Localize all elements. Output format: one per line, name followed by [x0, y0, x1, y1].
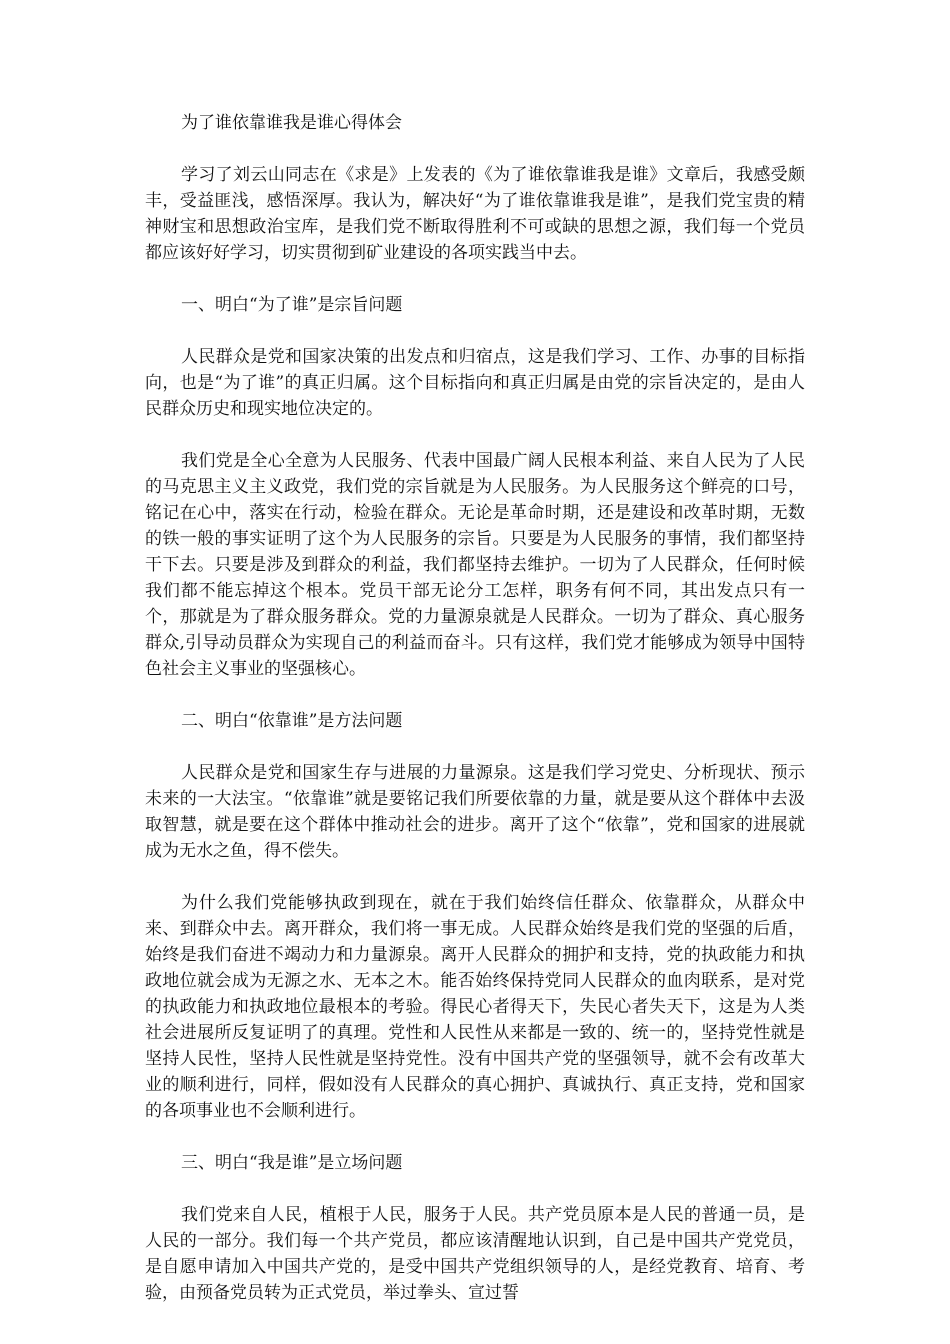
- section-3-heading: 三、明白“我是谁”是立场问题: [181, 1153, 403, 1173]
- document-title: 为了谁依靠谁我是谁心得体会: [181, 113, 402, 133]
- document-page: [145, 110, 805, 1332]
- section-1-paragraph-2: 我们党是全心全意为人民服务、代表中国最广阔人民根本利益、来自人民为了人民的马克思主义主义政党，我们党的宗旨就是为人民服务。为人民服务这个鲜亮的口号，铭记在心中，落实在行动，检验在群众。无论是革命时期，还是建设和改革时期，无数的铁一般的事实证明了这个为人民服务的宗旨。只要是为人民服务的事情，我们都坚持干下去。只要是涉及到群众的利益，我们都坚持去维护。一切为了人民群众，任何时候我们都不能忘掉这个根本。党员干部无论分工怎样，职务有何不同，其出发点只有一个，那就是为了群众服务群众。党的力量源泉就是人民群众。一切为了群众、真心服务群众,引导动员群众为实现自己的利益而奋斗。只有这样，我们党才能够成为领导中国特色社会主义事业的坚强核心。: [145, 451, 805, 679]
- section-3-paragraph-1: 我们党来自人民，植根于人民，服务于人民。共产党员原本是人民的普通一员，是人民的一部分。我们每一个共产党员，都应该清醒地认识到，自己是中国共产党党员，是自愿申请加入中国共产党的，是受中国共产党组织领导的人，是经党教育、培育、考验，由预备党员转为正式党员，举过拳头、宣过誓: [145, 1205, 805, 1303]
- section-2-heading: 二、明白“依靠谁”是方法问题: [181, 711, 403, 731]
- section-2-paragraph-2: 为什么我们党能够执政到现在，就在于我们始终信任群众、依靠群众，从群众中来、到群众中去。离开群众，我们将一事无成。人民群众始终是我们党的坚强的后盾，始终是我们奋进不竭动力和力量源泉。离开人民群众的拥护和支持，党的执政能力和执政地位就会成为无源之水、无本之木。能否始终保持党同人民群众的血肉联系，是对党的执政能力和执政地位最根本的考验。得民心者得天下，失民心者失天下，这是为人类社会进展所反复证明了的真理。党性和人民性从来都是一致的、统一的，坚持党性就是坚持人民性，坚持人民性就是坚持党性。没有中国共产党的坚强领导，就不会有改革大业的顺利进行，同样，假如没有人民群众的真心拥护、真诚执行、真正支持，党和国家的各项事业也不会顺利进行。: [145, 893, 805, 1121]
- section-2-paragraph-1: 人民群众是党和国家生存与进展的力量源泉。这是我们学习党史、分析现状、预示未来的一大法宝。“依靠谁”就是要铭记我们所要依靠的力量，就是要从这个群体中去汲取智慧，就是要在这个群体中推动社会的进步。离开了这个“依靠”，党和国家的进展就成为无水之鱼，得不偿失。: [145, 763, 805, 861]
- section-1-paragraph-1: 人民群众是党和国家决策的出发点和归宿点，这是我们学习、工作、办事的目标指向，也是“为了谁”的真正归属。这个目标指向和真正归属是由党的宗旨决定的，是由人民群众历史和现实地位决定的。: [145, 347, 805, 419]
- section-1-heading: 一、明白“为了谁”是宗旨问题: [181, 295, 403, 315]
- intro-paragraph: 学习了刘云山同志在《求是》上发表的《为了谁依靠谁我是谁》文章后，我感受颇丰，受益匪浅，感悟深厚。我认为，解决好“为了谁依靠谁我是谁”，是我们党宝贵的精神财宝和思想政治宝库，是我们党不断取得胜利不可或缺的思想之源，我们每一个党员都应该好好学习，切实贯彻到矿业建设的各项实践当中去。: [145, 165, 805, 263]
